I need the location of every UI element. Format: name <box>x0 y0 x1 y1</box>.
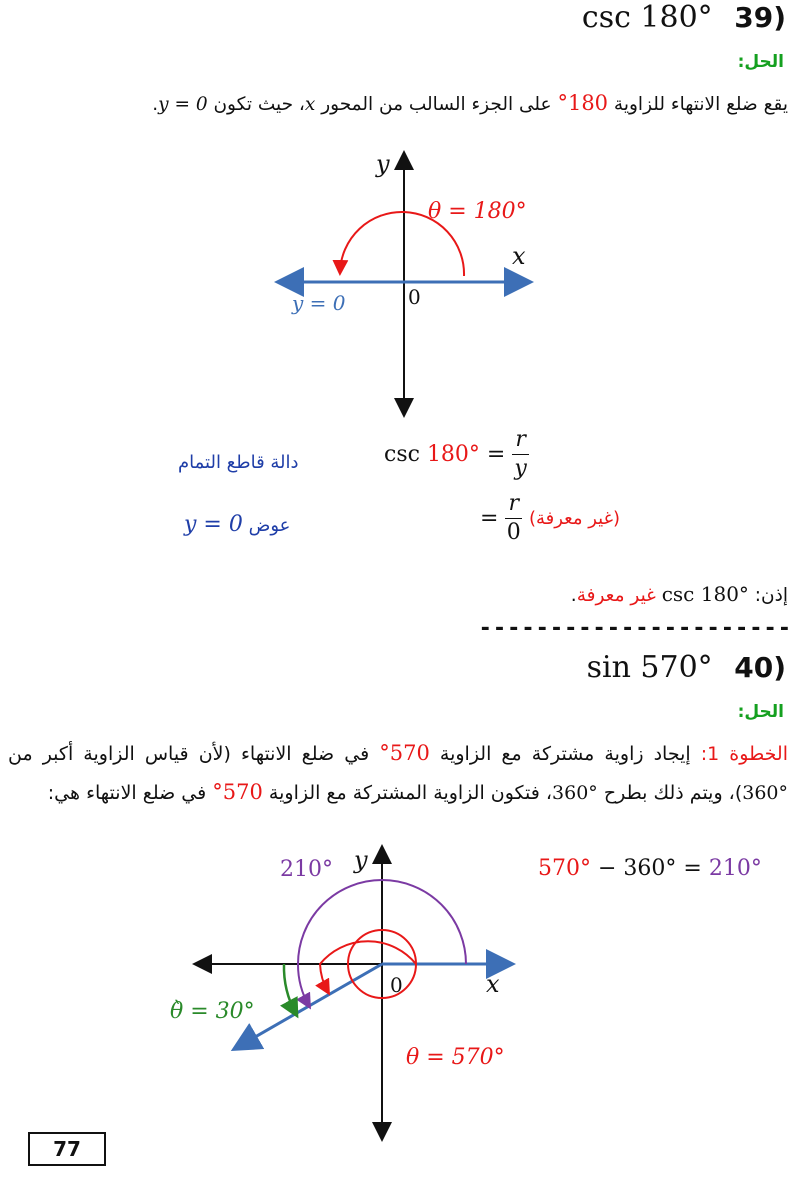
theta-570-label: θ = 570° <box>406 1045 505 1070</box>
step1-equation: csc 180° = $\frac{r}{y}$ <box>384 426 529 483</box>
undefined-note: (غير معرفة) <box>528 508 621 529</box>
problem-39-solution-label: الحل: <box>737 52 784 72</box>
line-label: y = 0 <box>292 291 346 315</box>
problem-39-conclusion: إذن: csc 180° غير معرفة. <box>570 582 788 606</box>
problem-40-number: 40) <box>734 651 786 684</box>
step2-equation: = $\frac{r}{0}$ (غير معرفة) <box>480 491 621 545</box>
problem-39-number: 39) <box>734 1 786 34</box>
diagram-40 <box>160 842 530 1142</box>
problem-39-intro: يقع ضلع الانتهاء للزاوية 180° على الجزء السالب من المحور x، حيث تكون y = 0. <box>152 91 788 115</box>
theta-label: θ = 180° <box>428 199 527 224</box>
x-axis-label: x <box>486 970 500 998</box>
page-number: 77 <box>28 1132 106 1166</box>
separator-line: ---------------------- <box>478 616 792 641</box>
y-axis-label: y <box>376 150 390 178</box>
step2-note: y = 0 عوض <box>184 512 291 537</box>
angle-210-label: 210° <box>280 857 333 882</box>
x-axis-label: x <box>512 242 526 270</box>
diagram-39 <box>260 148 550 428</box>
origin-label: 0 <box>390 973 403 997</box>
reference-angle-label: θ̀ = 30° <box>170 999 255 1024</box>
problem-39-expression: csc 180° <box>581 0 713 35</box>
y-axis-label: y <box>354 846 368 874</box>
reference-angle-arc <box>284 964 296 1014</box>
angle-180: 180° <box>557 91 609 115</box>
problem-40-step1: الخطوة 1: إيجاد زاوية مشتركة مع الزاوية 570° في ضلع الانتهاء (لأن قياس الزاوية أكبر من 360°)، ويتم ذلك بطرح 360°، فتكون الزاوية المشتركة مع الزاوية 570° في ضلع الانتهاء هي: <box>8 741 788 804</box>
fraction-r-over-y: $\frac{r}{y}$ <box>512 426 529 483</box>
problem-40-title <box>587 650 786 685</box>
origin-label: 0 <box>408 285 421 309</box>
problem-40-expression: sin 570° <box>586 650 713 685</box>
problem-40-solution-label: الحل: <box>737 702 784 722</box>
calculation-210: 570° − 360° = 210° <box>538 856 762 881</box>
step1-note: دالة قاطع التمام <box>178 452 299 473</box>
problem-39-title <box>582 0 786 35</box>
fraction-r-over-0: $\frac{r}{0}$ <box>506 491 521 545</box>
